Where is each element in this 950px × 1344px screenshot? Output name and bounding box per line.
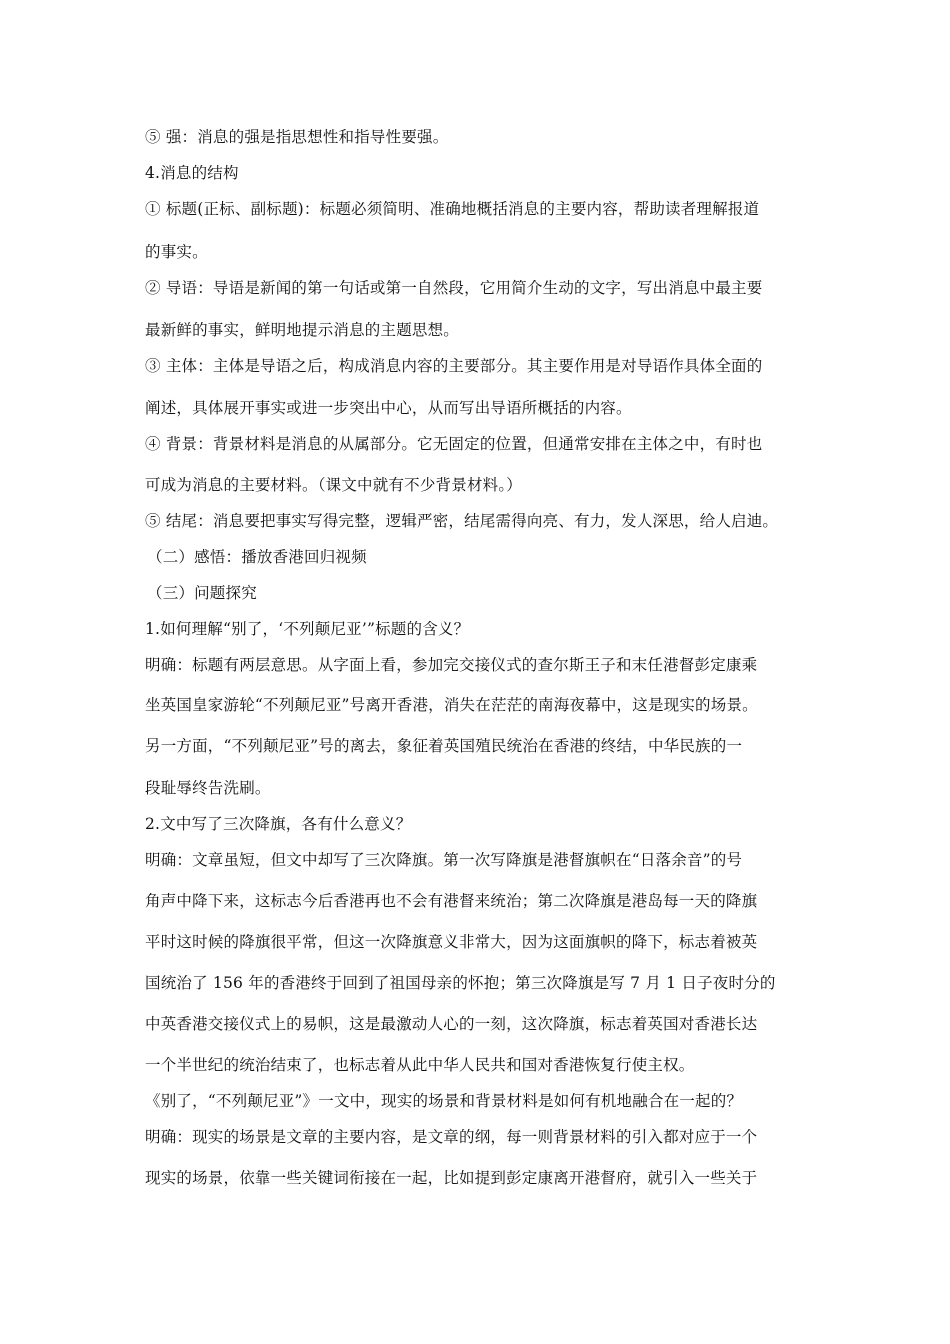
text-line: 的事实。 xyxy=(145,243,208,261)
question-line: 2.文中写了三次降旗，各有什么意义？ xyxy=(145,815,412,833)
text-line: 现实的场景，依靠一些关键词衔接在一起，比如提到彭定康离开港督府，就引入一些关于 xyxy=(145,1169,758,1187)
text-line: 坐英国皇家游轮“不列颠尼亚”号离开香港，消失在茫茫的南海夜幕中，这是现实的场景。 xyxy=(145,696,758,714)
text-line: 明确：现实的场景是文章的主要内容，是文章的纲，每一则背景材料的引入都对应于一个 xyxy=(145,1128,758,1146)
text-line: 阐述，具体展开事实或进一步突出中心，从而写出导语所概括的内容。 xyxy=(145,399,632,417)
text-line: ⑤ 结尾：消息要把事实写得完整，逻辑严密，结尾需得向亮、有力，发人深思，给人启迪。 xyxy=(145,512,779,530)
text-line: 另一方面，“不列颠尼亚”号的离去，象征着英国殖民统治在香港的终结，中华民族的一 xyxy=(145,737,743,755)
text-line: 中英香港交接仪式上的易帜，这是最激动人心的一刻，这次降旗，标志着英国对香港长达 xyxy=(145,1015,758,1033)
text-line: 角声中降下来，这标志今后香港再也不会有港督来统治；第二次降旗是港岛每一天的降旗 xyxy=(145,892,758,910)
text-line: 平时这时候的降旗很平常，但这一次降旗意义非常大，因为这面旗帜的降下，标志着被英 xyxy=(145,933,758,951)
section-heading: （二）感悟：播放香港回归视频 xyxy=(147,548,367,566)
question-line: 《别了，“不列颠尼亚”》一文中，现实的场景和背景材料是如何有机地融合在一起的？ xyxy=(145,1092,743,1110)
text-line: ③ 主体：主体是导语之后，构成消息内容的主要部分。其主要作用是对导语作具体全面的 xyxy=(145,357,763,375)
text-line: ① 标题(正标、副标题)：标题必须简明、准确地概括消息的主要内容，帮助读者理解报道 xyxy=(145,200,760,218)
text-line: ② 导语：导语是新闻的第一句话或第一自然段，它用简介生动的文字，写出消息中最主要 xyxy=(145,279,763,297)
question-line: 1.如何理解“别了，‘不列颠尼亚’”标题的含义？ xyxy=(145,620,470,638)
text-line: 明确：文章虽短，但文中却写了三次降旗。第一次写降旗是港督旗帜在“日落余音”的号 xyxy=(145,851,743,869)
text-line: 最新鲜的事实，鲜明地提示消息的主题思想。 xyxy=(145,321,460,339)
text-line: 可成为消息的主要材料。（课文中就有不少背景材料。） xyxy=(145,476,523,494)
text-line: 段耻辱终告洗刷。 xyxy=(145,779,271,797)
text-line: ⑤ 强：消息的强是指思想性和指导性要强。 xyxy=(145,128,449,146)
text-line: 明确：标题有两层意思。从字面上看，参加完交接仪式的查尔斯王子和末任港督彭定康乘 xyxy=(145,656,758,674)
text-line: 国统治了 156 年的香港终于回到了祖国母亲的怀抱；第三次降旗是写 7 月 1 日子夜时分的 xyxy=(145,974,776,992)
section-heading: （三）问题探究 xyxy=(147,584,257,602)
text-line: ④ 背景：背景材料是消息的从属部分。它无固定的位置，但通常安排在主体之中，有时也 xyxy=(145,435,763,453)
section-heading: 4.消息的结构 xyxy=(145,164,239,182)
text-line: 一个半世纪的统治结束了，也标志着从此中华人民共和国对香港恢复行使主权。 xyxy=(145,1056,695,1074)
